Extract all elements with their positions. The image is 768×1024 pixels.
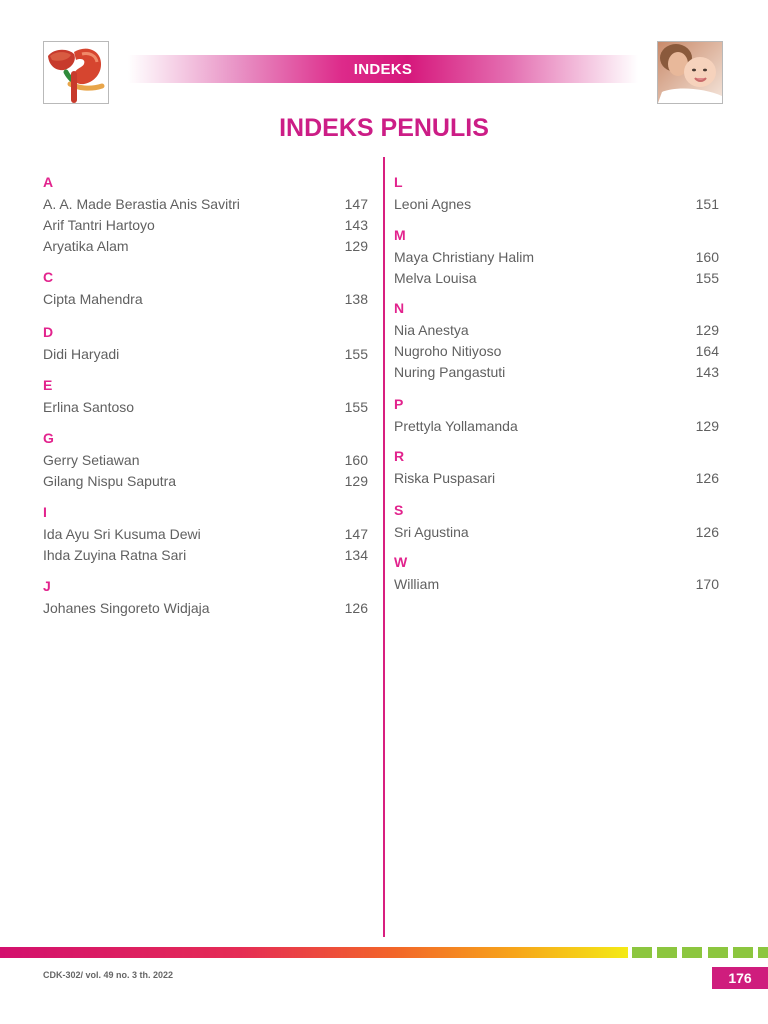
author-name: Erlina Santoso xyxy=(43,399,135,415)
index-letter-e: E xyxy=(43,377,53,393)
page-reference: 129 xyxy=(344,238,368,254)
page-reference: 147 xyxy=(344,526,368,542)
index-entry xyxy=(394,470,719,491)
page-title: INDEKS PENULIS xyxy=(279,114,489,142)
page-reference: 147 xyxy=(344,196,368,212)
section-label: INDEKS xyxy=(353,61,413,78)
author-name: Maya Christiany Halim xyxy=(394,249,535,265)
index-letter-m: M xyxy=(394,227,406,243)
page-reference: 155 xyxy=(695,270,719,286)
index-entry xyxy=(43,291,368,312)
author-name: Melva Louisa xyxy=(394,270,477,286)
page-reference: 160 xyxy=(344,452,368,468)
page-reference: 151 xyxy=(695,196,719,212)
index-letter-c: C xyxy=(43,269,54,285)
author-name: Nugroho Nitiyoso xyxy=(394,343,502,359)
author-name: Ida Ayu Sri Kusuma Dewi xyxy=(43,526,201,542)
index-letter-w: W xyxy=(394,554,408,570)
index-entry xyxy=(43,238,368,259)
page-reference: 129 xyxy=(695,322,719,338)
page-reference: 138 xyxy=(344,291,368,307)
index-entry xyxy=(43,473,368,494)
footer-gradient-bar xyxy=(0,947,628,958)
page-reference: 143 xyxy=(344,217,368,233)
page-reference: 126 xyxy=(695,524,719,540)
page-reference: 143 xyxy=(695,364,719,380)
index-entry xyxy=(43,547,368,568)
column-divider xyxy=(383,157,385,937)
index-letter-r: R xyxy=(394,448,405,464)
author-name: Nia Anestya xyxy=(394,322,469,338)
digestive-organs-image xyxy=(43,41,109,104)
footer-square xyxy=(657,947,677,958)
footer-square xyxy=(733,947,753,958)
author-name: Gerry Setiawan xyxy=(43,452,140,468)
index-entry xyxy=(394,196,719,217)
index-letter-p: P xyxy=(394,396,404,412)
author-name: Prettyla Yollamanda xyxy=(394,418,518,434)
index-entry xyxy=(43,217,368,238)
index-entry xyxy=(394,418,719,439)
index-entry xyxy=(394,322,719,343)
index-entry xyxy=(43,452,368,473)
page-reference: 129 xyxy=(344,473,368,489)
author-name: Aryatika Alam xyxy=(43,238,129,254)
page-reference: 155 xyxy=(344,399,368,415)
page-reference: 126 xyxy=(344,600,368,616)
index-entry xyxy=(394,364,719,385)
index-letter-d: D xyxy=(43,324,54,340)
page-reference: 129 xyxy=(695,418,719,434)
page-reference: 170 xyxy=(695,576,719,592)
page-reference: 160 xyxy=(695,249,719,265)
index-entry xyxy=(394,343,719,364)
index-entry xyxy=(394,576,719,597)
index-entry xyxy=(43,526,368,547)
page-number: 176 xyxy=(712,967,768,989)
index-entry xyxy=(43,399,368,420)
author-name: William xyxy=(394,576,440,592)
mother-and-baby-photo xyxy=(658,42,722,103)
author-name: A. A. Made Berastia Anis Savitri xyxy=(43,196,240,212)
digestive-organs-illustration xyxy=(44,42,108,103)
author-name: Johanes Singoreto Widjaja xyxy=(43,600,210,616)
author-name: Cipta Mahendra xyxy=(43,291,143,307)
page-reference: 126 xyxy=(695,470,719,486)
footer-square xyxy=(758,947,768,958)
index-letter-j: J xyxy=(43,578,51,594)
footer-square xyxy=(682,947,702,958)
index-entry xyxy=(394,249,719,270)
index-entry xyxy=(43,196,368,217)
author-name: Sri Agustina xyxy=(394,524,469,540)
index-entry xyxy=(43,600,368,621)
index-entry xyxy=(43,346,368,367)
author-name: Arif Tantri Hartoyo xyxy=(43,217,155,233)
index-entry xyxy=(394,270,719,291)
author-name: Leoni Agnes xyxy=(394,196,472,212)
author-name: Gilang Nispu Saputra xyxy=(43,473,177,489)
index-entry xyxy=(394,524,719,545)
index-letter-s: S xyxy=(394,502,404,518)
index-letter-i: I xyxy=(43,504,47,520)
footer-square xyxy=(632,947,652,958)
page-reference: 164 xyxy=(695,343,719,359)
page-reference: 155 xyxy=(344,346,368,362)
author-name: Didi Haryadi xyxy=(43,346,120,362)
page-reference: 134 xyxy=(344,547,368,563)
author-name: Nuring Pangastuti xyxy=(394,364,506,380)
author-name: Riska Puspasari xyxy=(394,470,496,486)
index-letter-g: G xyxy=(43,430,54,446)
section-banner xyxy=(128,55,638,83)
mother-baby-image xyxy=(657,41,723,104)
footer-square xyxy=(708,947,728,958)
index-letter-a: A xyxy=(43,174,54,190)
author-name: Ihda Zuyina Ratna Sari xyxy=(43,547,187,563)
index-letter-n: N xyxy=(394,300,405,316)
journal-citation: CDK-302/ vol. 49 no. 3 th. 2022 xyxy=(43,970,174,980)
index-letter-l: L xyxy=(394,174,403,190)
